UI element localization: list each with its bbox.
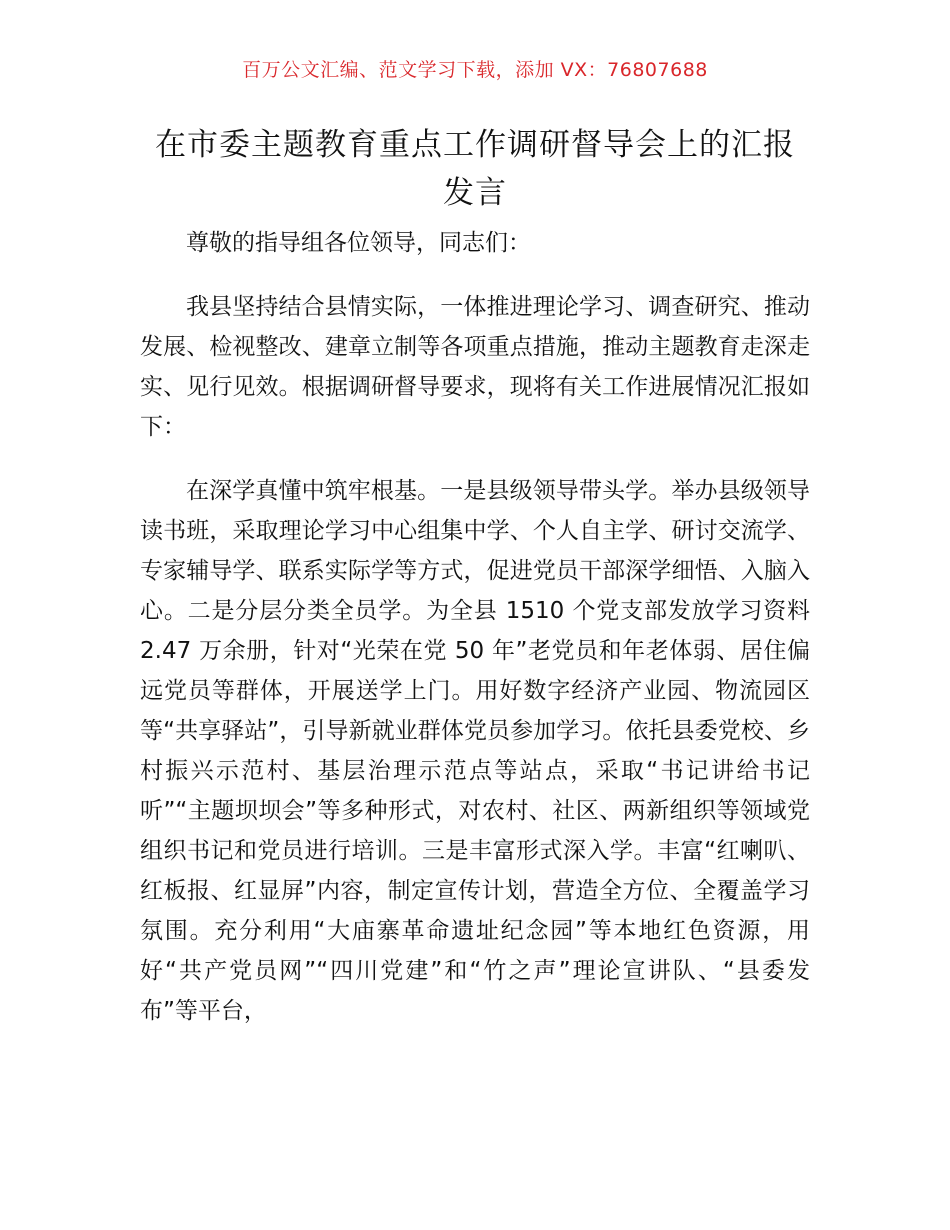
title-line-2: 发言 (443, 175, 507, 211)
body-paragraph-1 (140, 287, 810, 447)
greeting: 尊敬的指导组各位领导，同志们： (186, 230, 531, 256)
paragraph-text: 在深学真懂中筑牢根基。一是县级领导带头学。举办县级领导读书班，采取理论学习中心组集中学、个人自主学、研讨交流学、专家辅导学、联系实际学等方式，促进党员干部深学细悟、入脑入心。二是分层分类全员学。为全县 1510 个党支部发放学习资料 2.47 万余册，针对“光荣在党 50 年”老党员和年老体弱、居住偏远党员等群体，开展送学上门。用好数字经济产业园、物流园区等“共享驿站”，引导新就业群体党员参加学习。依托县委党校、乡村振兴示范村、基层治理示范点等站点，采取“书记讲给书记听”“主题坝坝会”等多种形式，对农村、社区、两新组织等领域党组织书记和党员进行培训。三是丰富形式深入学。丰富“红喇叭、红板报、红显屏”内容，制定宣传计划，营造全方位、全覆盖学习氛围。充分利用“大庙寨革命遗址纪念园”等本地红色资源，用好“共产党员网”“四川党建”和“竹之声”理论宣讲队、“县委发布”等平台， (140, 478, 810, 1024)
paragraph-text: 我县坚持结合县情实际，一体推进理论学习、调查研究、推动发展、检视整改、建章立制等各项重点措施，推动主题教育走深走实、见行见效。根据调研督导要求，现将有关工作进展情况汇报如下： (140, 294, 810, 440)
promo-banner: 百万公文汇编、范文学习下载，添加 VX：76807688 (242, 59, 708, 81)
title-line-1: 在市委主题教育重点工作调研督导会上的汇报 (155, 127, 795, 163)
body-paragraph-2 (140, 471, 810, 1031)
document-title (134, 121, 816, 217)
